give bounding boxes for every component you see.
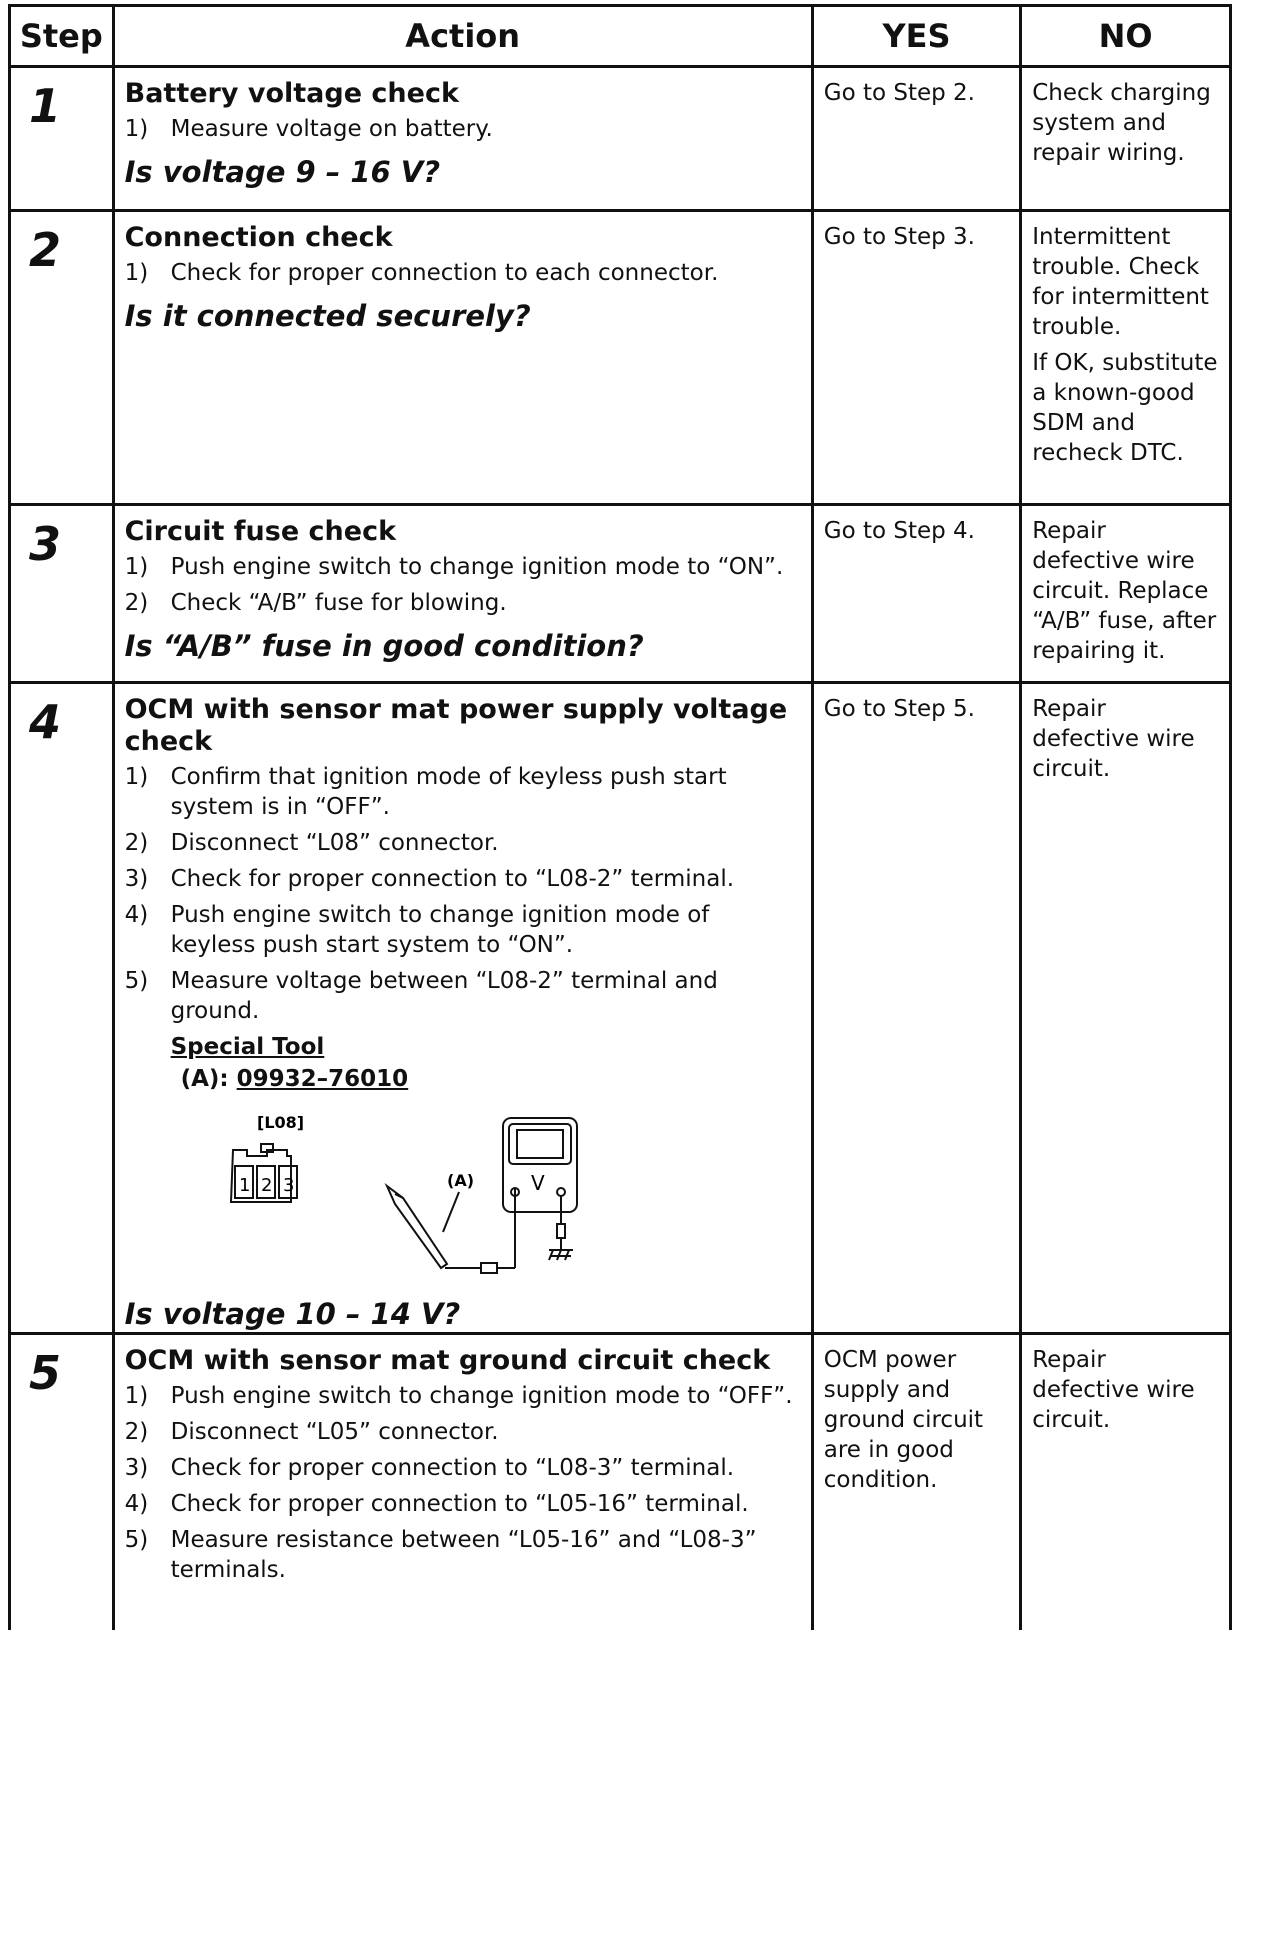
list-item: 1) Confirm that ignition mode of keyless push start system is in “OFF”. [124,764,727,820]
pin-1: 1 [238,1175,251,1196]
no-cell: Intermittent trouble. Check for intermittent trouble. If OK, substitute a known-good SDM and recheck DTC. [1021,211,1231,505]
step-title: OCM with sensor mat ground circuit check [124,1345,771,1376]
table-row [10,1334,1231,1630]
step-instructions [125,258,801,288]
list-item: 5) Measure resistance between “L05-16” and “L08-3” terminals. [124,1527,757,1583]
yes-cell: OCM power supply and ground circuit are in good condition. [812,1334,1020,1630]
tool-prefix: (A): [180,1066,229,1092]
header-action: Action [113,6,812,67]
list-item: 2) Check “A/B” fuse for blowing. [124,590,507,616]
step-title: Circuit fuse check [124,516,397,547]
step-number: 2 [10,211,114,505]
table-row [10,67,1231,211]
list-item: 2) Disconnect “L08” connector. [124,830,499,856]
meter-unit: V [530,1171,545,1195]
list-item: 4) Push engine switch to change ignition mode of keyless push start system to “ON”. [124,902,710,958]
probe-label: (A) [446,1171,474,1190]
table-row [10,683,1231,1334]
list-item: 1) Push engine switch to change ignition mode to “OFF”. [124,1383,793,1409]
table-row [10,505,1231,683]
special-tool-label: Special Tool [170,1034,325,1060]
table-row [10,211,1231,505]
diagnostic-table-wrapper [8,4,1232,1630]
list-item: 5) Measure voltage between “L08-2” terminal and ground. [124,968,718,1024]
measurement-illustration [125,1112,665,1280]
step-title: OCM with sensor mat power supply voltage check [124,694,788,757]
header-no: NO [1021,6,1231,67]
no-cell: Check charging system and repair wiring. [1021,67,1231,211]
list-item: 1) Check for proper connection to each connector. [124,260,719,286]
header-step: Step [10,6,114,67]
step-question: Is voltage 9 – 16 V? [124,155,441,189]
action-cell [113,67,812,211]
yes-cell: Go to Step 3. [812,211,1020,505]
list-item: 2) Disconnect “L05” connector. [124,1419,499,1445]
list-item: 1) Push engine switch to change ignition mode to “ON”. [124,554,784,580]
no-cell: Repair defective wire circuit. [1021,683,1231,1334]
voltage-measurement-diagram [125,1112,801,1280]
action-cell [113,505,812,683]
connector-label: [L08] [256,1113,304,1132]
pin-3: 3 [282,1175,295,1196]
step-title: Battery voltage check [124,78,459,109]
header-yes: YES [812,6,1020,67]
step-question: Is “A/B” fuse in good condition? [124,629,644,663]
diagnostic-table [8,4,1232,1630]
no-cell: Repair defective wire circuit. Replace “A/B” fuse, after repairing it. [1021,505,1231,683]
pin-2: 2 [260,1175,273,1196]
step-number: 1 [10,67,114,211]
step-number: 4 [10,683,114,1334]
action-cell [113,683,812,1334]
header-row [10,6,1231,67]
yes-cell: Go to Step 4. [812,505,1020,683]
step-instructions [125,762,801,1026]
list-item: 4) Check for proper connection to “L05-16” terminal. [124,1491,749,1517]
step-number: 5 [10,1334,114,1630]
special-tool-block [171,1032,801,1094]
action-cell [113,1334,812,1630]
yes-cell: Go to Step 2. [812,67,1020,211]
step-instructions [125,114,801,144]
action-cell [113,211,812,505]
list-item: 3) Check for proper connection to “L08-2” terminal. [124,866,735,892]
no-cell: Repair defective wire circuit. [1021,1334,1231,1630]
step-instructions [125,552,801,618]
list-item: 3) Check for proper connection to “L08-3” terminal. [124,1455,735,1481]
step-number: 3 [10,505,114,683]
yes-cell: Go to Step 5. [812,683,1020,1334]
tool-number: 09932–76010 [236,1066,409,1092]
step-question: Is it connected securely? [124,299,531,333]
step-title: Connection check [124,222,393,253]
probe-icon [387,1186,515,1273]
step-instructions [125,1381,801,1585]
step-question: Is voltage 10 – 14 V? [124,1297,461,1331]
list-item: 1) Measure voltage on battery. [124,116,493,142]
